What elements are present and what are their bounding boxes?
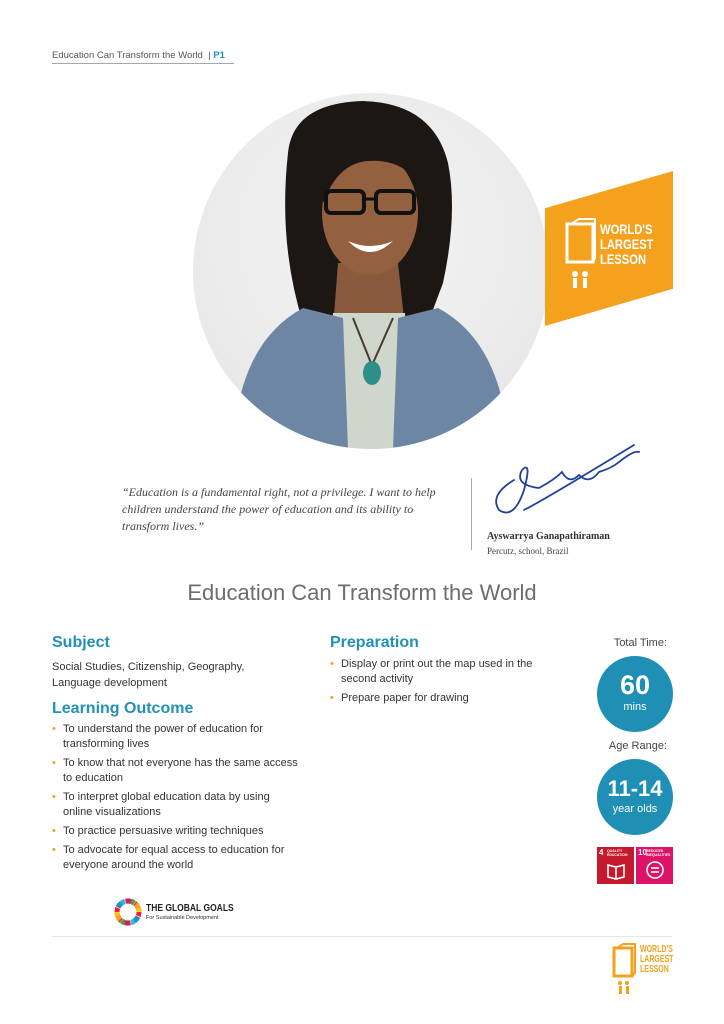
header-separator: | — [208, 50, 211, 61]
banner-line: LESSON — [600, 251, 647, 267]
preparation-list — [330, 657, 565, 710]
list-item: • To interpret global education data by using online visualizations — [52, 790, 302, 820]
footer-book-icon — [612, 943, 638, 997]
footer-logo-line: LESSON — [640, 964, 669, 975]
preparation-heading: Preparation — [330, 634, 419, 651]
signer-name: Ayswarrya Ganapathiraman — [487, 531, 610, 542]
learning-outcome-heading: Learning Outcome — [52, 700, 194, 717]
footer-logo-line: WORLD'S — [640, 944, 673, 955]
banner-line: LARGEST — [600, 236, 654, 252]
list-item: • Prepare paper for drawing — [330, 691, 565, 706]
open-book-icon — [606, 860, 626, 880]
global-goals-subtitle: For Sustainable Development — [146, 915, 219, 921]
subject-line: Social Studies, Citizenship, Geography, — [52, 661, 245, 673]
list-item: • To advocate for equal access to education for everyone around the world — [52, 843, 302, 873]
header-underline — [52, 63, 234, 64]
page-number: P1 — [213, 50, 225, 61]
signer-location: Percutz, school, Brazil — [487, 546, 569, 556]
age-range-value: 11-14 — [607, 776, 663, 801]
equality-icon — [645, 860, 665, 880]
goal-title: REDUCED INEQUALITIES — [646, 849, 671, 857]
footer-logo-line: LARGEST — [640, 954, 674, 965]
goal-tile-reduced-inequalities — [636, 847, 673, 884]
total-time-label: Total Time: — [613, 637, 667, 649]
list-item: • To know that not everyone has the same access to education — [52, 756, 302, 786]
subject-text — [52, 659, 244, 691]
list-item: • Display or print out the map used in the second activity — [330, 657, 565, 687]
book-icon — [565, 218, 599, 298]
header-title: Education Can Transform the World — [52, 50, 203, 61]
portrait-illustration — [193, 93, 549, 449]
footer-divider — [52, 936, 672, 937]
total-time-unit: mins — [623, 701, 647, 713]
goal-tile-quality-education — [597, 847, 634, 884]
total-time-value: 60 — [619, 670, 651, 700]
subject-heading: Subject — [52, 634, 110, 651]
subject-line: Language development — [52, 677, 167, 689]
page-header — [52, 50, 225, 61]
goal-number: 4 — [599, 848, 604, 857]
list-item: • To practice persuasive writing techniques — [52, 824, 302, 839]
quote-text: “Education is a fundamental right, not a privilege. I want to help children understand the power of education and its ability to transform lives.” — [122, 485, 436, 533]
footer-logo-text — [640, 945, 673, 975]
global-goals-title: THE GLOBAL GOALS — [146, 903, 234, 914]
banner-line: WORLD'S — [600, 221, 653, 237]
goal-title: QUALITY EDUCATION — [607, 849, 628, 857]
banner-text — [600, 222, 656, 267]
age-range-label: Age Range: — [608, 740, 667, 752]
goal-number: 10 — [638, 848, 647, 857]
portrait-photo — [193, 93, 549, 449]
global-goals-wheel-icon — [114, 898, 142, 926]
learning-outcome-list — [52, 722, 302, 877]
list-item: • To understand the power of education for transforming lives — [52, 722, 302, 752]
quote-divider — [471, 478, 472, 550]
age-range-unit: year olds — [612, 803, 658, 815]
lesson-title: Education Can Transform the World — [187, 580, 537, 605]
age-range-badge — [597, 759, 673, 835]
handwritten-signature — [484, 440, 644, 520]
total-time-badge — [597, 656, 673, 732]
